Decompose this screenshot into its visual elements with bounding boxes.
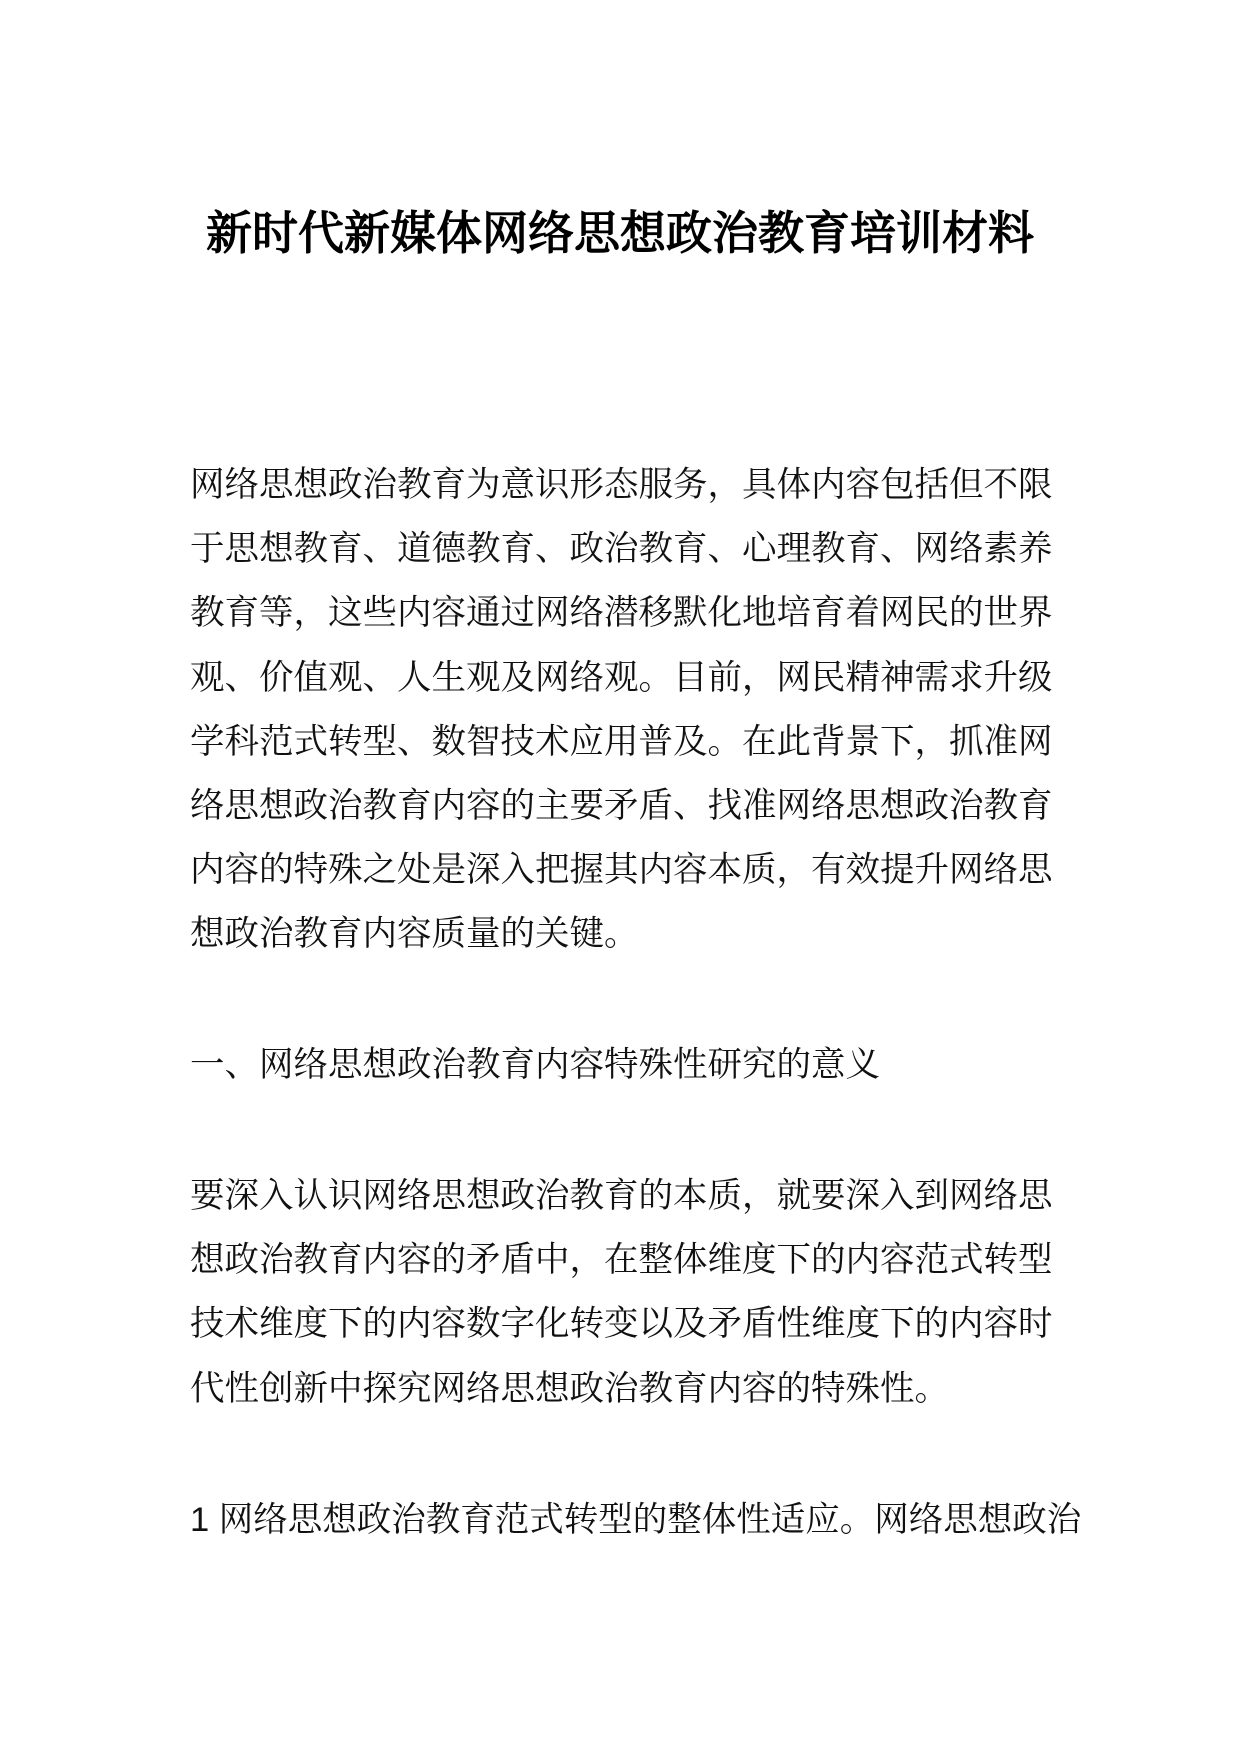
paragraph-line: 技术维度下的内容数字化转变以及矛盾性维度下的内容时	[190, 1305, 1053, 1344]
subsection-paragraph	[190, 1488, 1082, 1552]
intro-paragraph	[190, 453, 1070, 967]
paragraph-line: 于思想教育、道德教育、政治教育、心理教育、网络素养	[190, 530, 1053, 569]
paragraph-line: 1 网络思想政治教育范式转型的整体性适应。网络思想政治	[190, 1501, 1082, 1539]
paragraph-line: 代性创新中探究网络思想政治教育内容的特殊性。	[190, 1369, 949, 1408]
paragraph-line: 学科范式转型、数智技术应用普及。在此背景下，抓准网	[190, 722, 1053, 761]
paragraph-line: 络思想政治教育内容的主要矛盾、找准网络思想政治教育	[190, 786, 1053, 825]
paragraph-line: 要深入认识网络思想政治教育的本质，就要深入到网络思	[190, 1177, 1053, 1215]
section-body-paragraph	[190, 1164, 1070, 1421]
paragraph-line: 教育等，这些内容通过网络潜移默化地培育着网民的世界	[190, 594, 1053, 633]
paragraph-line: 想政治教育内容质量的关键。	[190, 915, 639, 954]
paragraph-line: 想政治教育内容的矛盾中，在整体维度下的内容范式转型	[190, 1241, 1053, 1280]
section-heading: 一、网络思想政治教育内容特殊性研究的意义	[190, 1046, 880, 1084]
paragraph-line: 观、价值观、人生观及网络观。目前，网民精神需求升级	[190, 658, 1053, 697]
document-title: 新时代新媒体网络思想政治教育培训材料	[206, 207, 1034, 259]
paragraph-line: 内容的特殊之处是深入把握其内容本质，有效提升网络思	[190, 851, 1053, 890]
section-heading-block	[190, 1033, 1070, 1097]
paragraph-line: 网络思想政治教育为意识形态服务，具体内容包括但不限	[190, 466, 1053, 504]
